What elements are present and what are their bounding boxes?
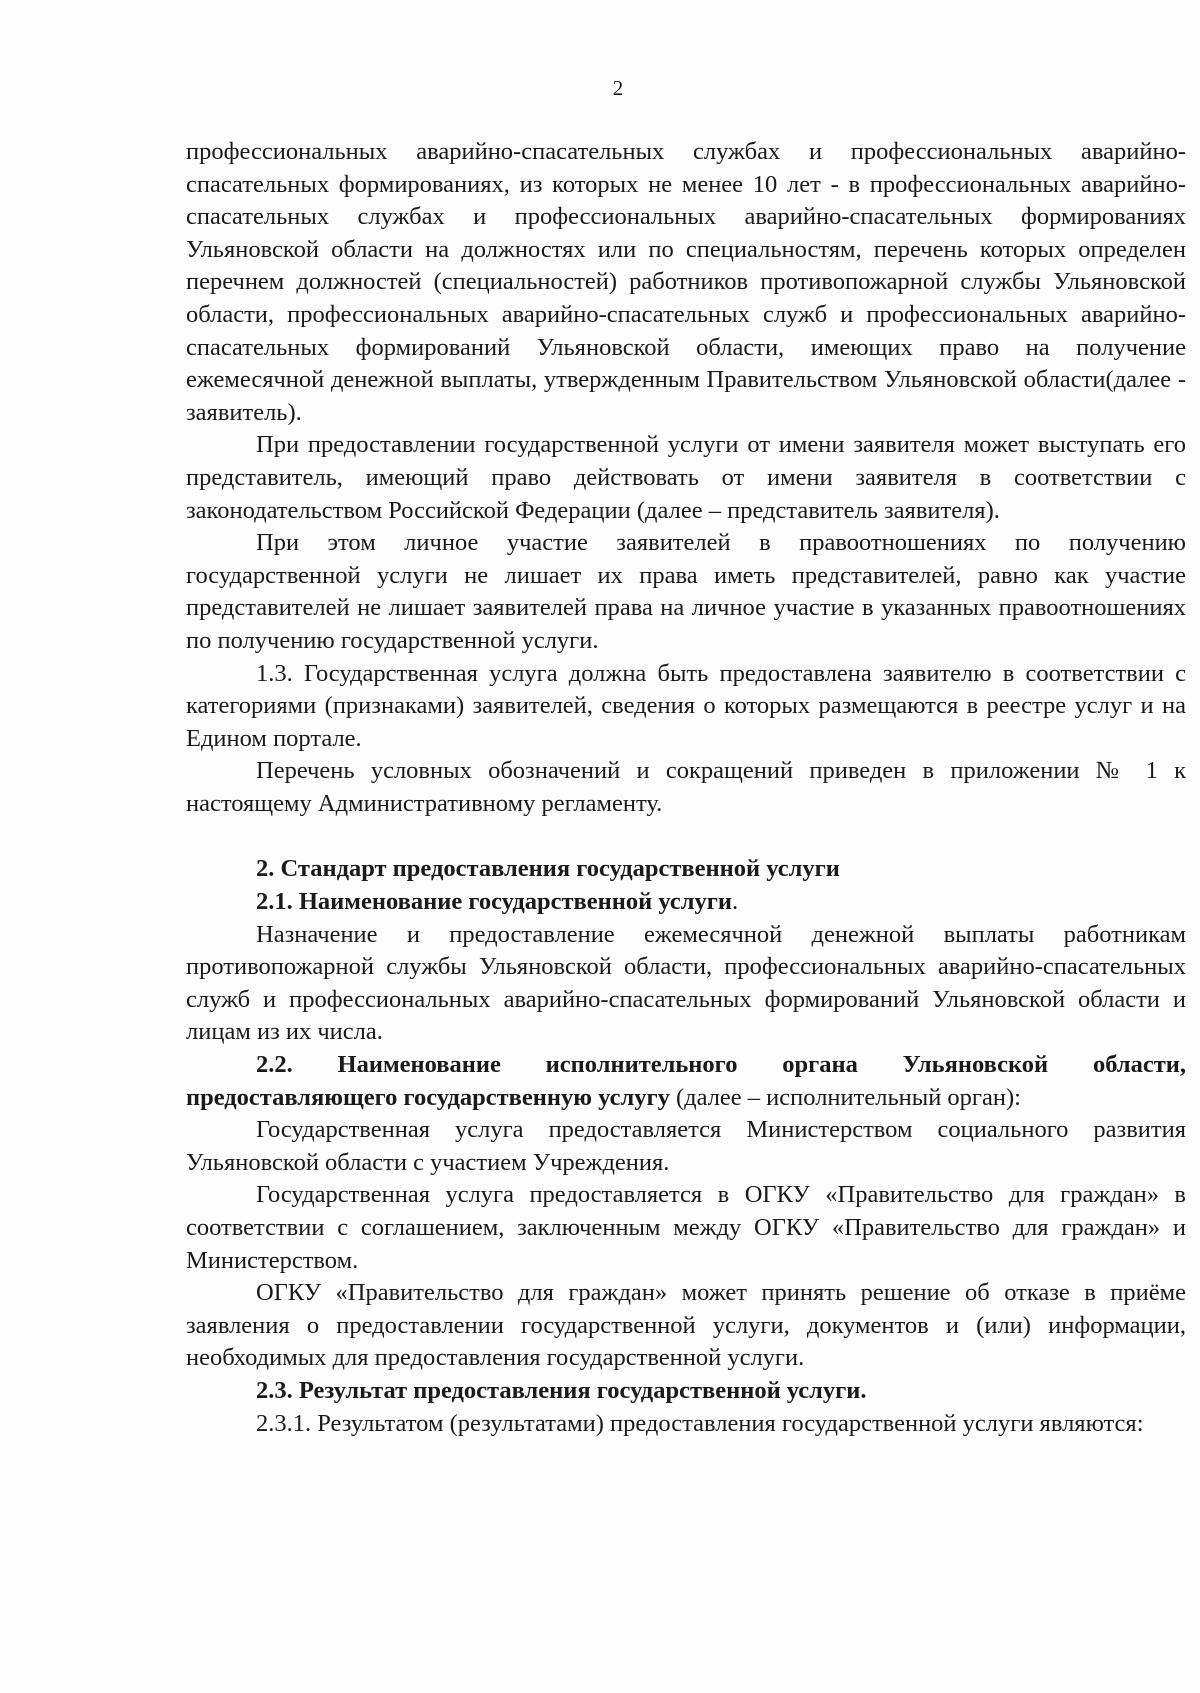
- paragraph-service-name: Назначение и предоставление ежемесячной денежной выплаты работникам противопожарной службы Ульяновской области, профессиональных аварийно-спасательных служб и профессиональных аварийно-спасательных формирований Ульяновской области и лицам из их числа.: [186, 920, 1186, 1046]
- subsection-2-1-title-period: .: [731, 888, 739, 916]
- subsection-2-2-title: [186, 1049, 1186, 1114]
- paragraph-personal-participation: При этом личное участие заявителей в правоотношениях по получению государственной услуги не лишает их права иметь представителей, равно как участие представителей не лишает заявителей права на личное участие в указанных правоотношениях по получению государственной услуги.: [186, 529, 1186, 654]
- paragraph-ogku: Государственная услуга предоставляется в ОГКУ «Правительство для граждан» в соответствии с соглашением, заключенным между ОГКУ «Правительство для граждан» и Министерством.: [186, 1181, 1186, 1274]
- paragraph-applicant-definition: профессиональных аварийно-спасательных службах и профессиональных аварийно-спасательных формированиях, из которых не менее 10 лет - в профессиональных аварийно-спасательных службах и профессиональных аварийно-спасательных формированиях Ульяновской области на должностях или по специальностям, перечень которых определен перечнем должностей (специальностей) работников противопожарной службы Ульяновской области, профессиональных аварийно-спасательных служб и профессиональных аварийно-спасательных формирований Ульяновской области, имеющих право на получение ежемесячной денежной выплаты, утвержденным Правительством Ульяновской области(далее - заявитель).: [186, 138, 1186, 426]
- paragraph-representative: При предоставлении государственной услуги от имени заявителя может выступать его представитель, имеющий право действовать от имени заявителя в соответствии с законодательством Российской Федерации (далее – представитель заявителя).: [186, 431, 1186, 524]
- document-body: [186, 136, 1186, 1440]
- paragraph-ministry: Государственная услуга предоставляется Министерством социального развития Ульяновской области с участием Учреждения.: [186, 1116, 1186, 1176]
- subsection-2-1-title: [186, 886, 1186, 919]
- subsection-2-2-title-text: 2.2. Наименование исполнительного органа Ульяновской области, предоставляющего государственную услугу: [186, 1051, 1186, 1111]
- subsection-2-3-title: 2.3. Результат предоставления государственной услуги.: [256, 1376, 867, 1404]
- paragraph-1-3: 1.3. Государственная услуга должна быть предоставлена заявителю в соответствии с категориями (признаками) заявителей, сведения о которых размещаются в реестре услуг и на Едином портале.: [186, 659, 1186, 752]
- subsection-2-2-title-suffix: (далее – исполнительный орган):: [669, 1083, 1021, 1111]
- section-2-title: 2. Стандарт предоставления государственной услуги: [256, 855, 840, 883]
- paragraph-abbreviations: Перечень условных обозначений и сокращений приведен в приложении № 1 к настоящему Административному регламенту.: [186, 757, 1186, 817]
- paragraph-2-3-1: 2.3.1. Результатом (результатами) предоставления государственной услуги являются:: [256, 1409, 1144, 1437]
- page-number: 2: [612, 76, 624, 100]
- paragraph-ogku-refusal: ОГКУ «Правительство для граждан» может принять решение об отказе в приёме заявления о предоставлении государственной услуги, документов и (или) информации, необходимых для предоставления государственной услуги.: [186, 1279, 1186, 1372]
- subsection-2-1-title-text: 2.1. Наименование государственной услуги: [256, 888, 732, 916]
